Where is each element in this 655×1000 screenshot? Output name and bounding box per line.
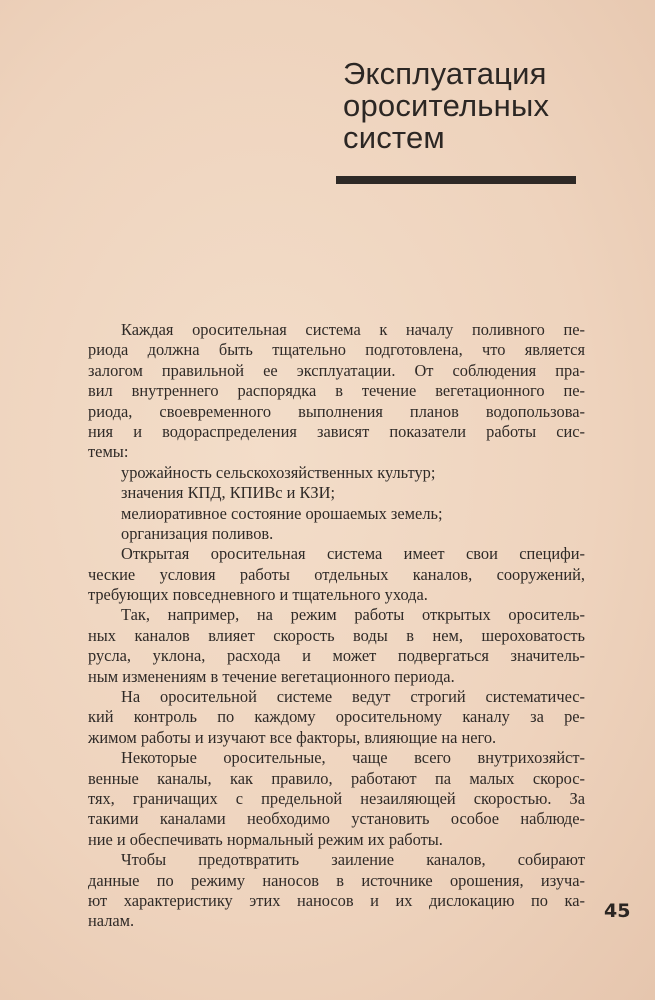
chapter-title-line-3: систем bbox=[343, 120, 445, 155]
title-underline-rule bbox=[336, 176, 576, 184]
text-line: Чтобы предотвратить заиление каналов, собирают bbox=[121, 850, 585, 870]
text-line: Каждая оросительная система к началу поливного пе- bbox=[121, 320, 585, 339]
text-line: залогом правильной ее эксплуатации. От соблюдения пра- bbox=[88, 360, 585, 380]
text-line: Так, например, на режим работы открытых ороситель- bbox=[121, 605, 585, 625]
text-line: Открытая оросительная система имеет свои специфи- bbox=[121, 544, 585, 564]
text-line: Некоторые оросительные, чаще всего внутрихозяйст- bbox=[121, 748, 585, 768]
text-line: организация поливов. bbox=[121, 523, 274, 543]
chapter-title-line-1: Эксплуатация bbox=[343, 56, 547, 91]
text-line: данные по режиму наносов в источнике орошения, изуча- bbox=[88, 870, 585, 890]
text-line: русла, уклона, расхода и может подвергаться значитель- bbox=[88, 646, 585, 666]
text-line: риода должна быть тщательно подготовлена, что является bbox=[88, 340, 585, 360]
text-line: ным изменениям в течение вегетационного периода. bbox=[88, 666, 455, 686]
text-line: тях, граничащих с предельной незаиляющей скоростью. За bbox=[88, 788, 585, 808]
text-line: ческие условия работы отдельных каналов, сооружений, bbox=[88, 564, 585, 584]
text-line: ние и обеспечивать нормальный режим их работы. bbox=[88, 829, 443, 849]
text-line: риода, своевременного выполнения планов водопользова- bbox=[88, 401, 585, 421]
body-text bbox=[88, 320, 585, 932]
text-line: венные каналы, как правило, работают па малых скорос- bbox=[88, 768, 585, 788]
text-line: ных каналов влияет скорость воды в нем, шероховатость bbox=[88, 625, 585, 645]
text-line: такими каналами необходимо установить особое наблюде- bbox=[88, 809, 585, 829]
text-line: мелиоративное состояние орошаемых земель; bbox=[121, 503, 443, 523]
text-line: урожайность сельскохозяйственных культур; bbox=[121, 462, 436, 482]
text-line: темы: bbox=[88, 442, 129, 462]
text-line: ют характеристику этих наносов и их дислокацию по ка- bbox=[88, 890, 585, 910]
text-line: На оросительной системе ведут строгий систематичес- bbox=[121, 687, 585, 707]
chapter-title-line-2: оросительных bbox=[343, 88, 550, 123]
text-line: налам. bbox=[88, 911, 135, 931]
page-number: 45 bbox=[604, 900, 631, 922]
text-line: вил внутреннего распорядка в течение вегетационного пе- bbox=[88, 381, 585, 401]
text-line: кий контроль по каждому оросительному каналу за ре- bbox=[88, 707, 585, 727]
text-line: ния и водораспределения зависят показатели работы сис- bbox=[88, 421, 585, 441]
text-line: жимом работы и изучают все факторы, влияющие на него. bbox=[88, 727, 497, 747]
chapter-title bbox=[343, 58, 623, 154]
text-line: требующих повседневного и тщательного ухода. bbox=[88, 585, 428, 605]
text-line: значения КПД, КПИВс и КЗИ; bbox=[121, 483, 336, 503]
